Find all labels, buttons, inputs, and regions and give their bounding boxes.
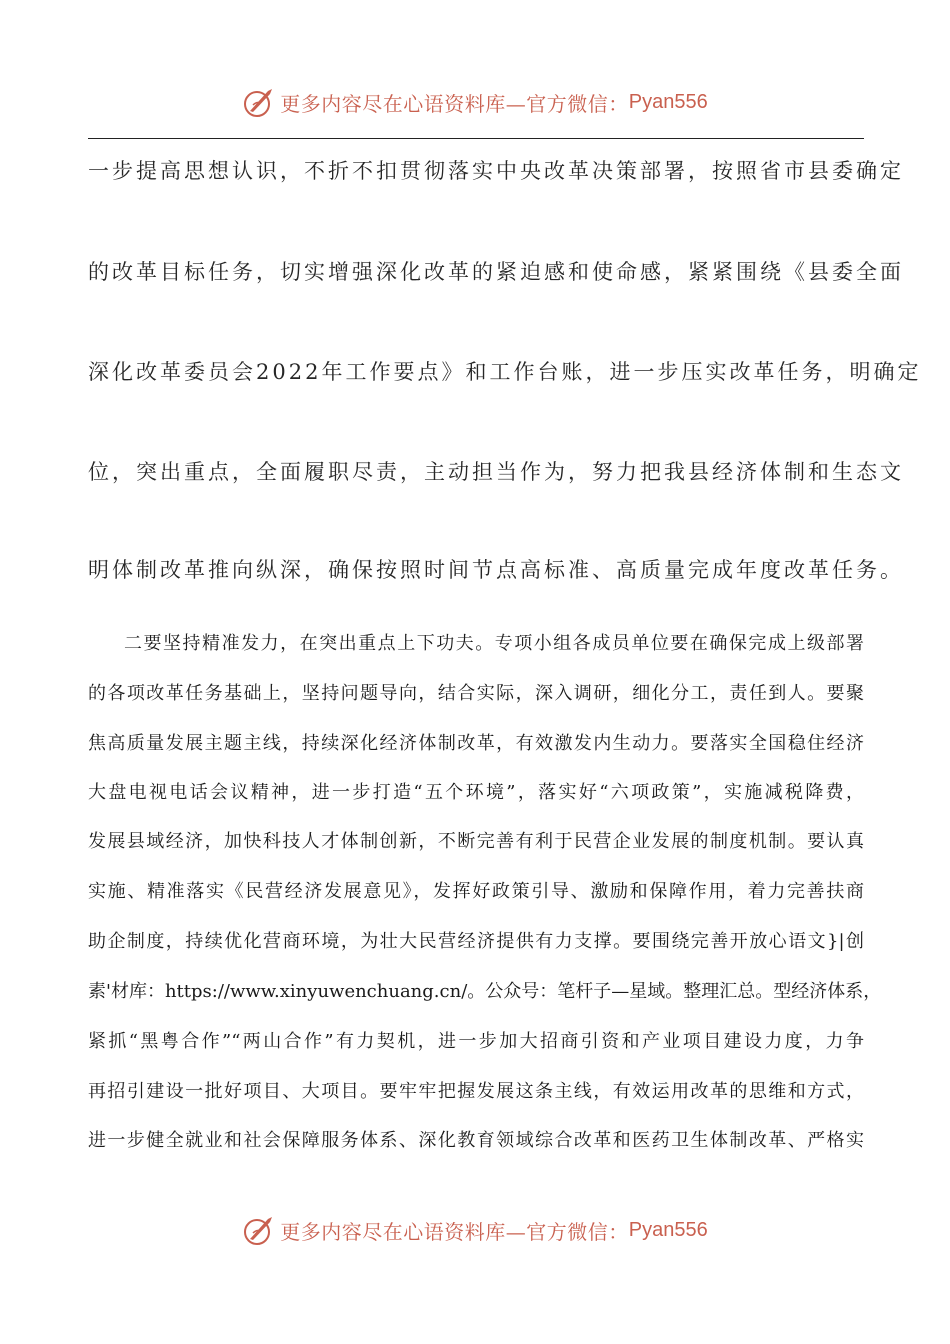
paragraph-1-line: 明体制改革推向纵深，确保按照时间节点高标准、高质量完成年度改革任务。: [88, 558, 904, 582]
paragraph-2-line: 焦高质量发展主题主线，持续深化经济体制改革，有效激发内生动力。要落实全国稳住经济: [88, 733, 864, 754]
quill-logo-icon: [242, 85, 276, 119]
paragraph-1-line: 一步提高思想认识，不折不扣贯彻落实中央改革决策部署，按照省市县委确定: [88, 159, 904, 183]
footer-banner: [0, 1210, 950, 1250]
wechat-id: Pyan556: [628, 90, 708, 113]
banner-text: 更多内容尽在心语资料库—官方微信：: [280, 1219, 629, 1244]
header-rule: [88, 138, 864, 139]
paragraph-2-line: 的各项改革任务基础上，坚持问题导向，结合实际，深入调研，细化分工，责任到人。要聚: [88, 683, 864, 704]
paragraph-2-line: 助企制度，持续优化营商环境，为壮大民营经济提供有力支撑。要围绕完善开放心语文}|创: [88, 931, 864, 952]
paragraph-2-line: 大盘电视电话会议精神，进一步打造“五个环境”，落实好“六项政策”，实施减税降费，: [88, 782, 864, 803]
paragraph-2-line: 紧抓“黑粤合作”“两山合作”有力契机，进一步加大招商引资和产业项目建设力度，力争: [88, 1031, 864, 1052]
banner-text: 更多内容尽在心语资料库—官方微信：: [280, 91, 629, 116]
paragraph-1-line: 深化改革委员会2022年工作要点》和工作台账，进一步压实改革任务，明确定: [88, 360, 922, 384]
quill-logo-icon: [242, 1213, 276, 1247]
paragraph-1-line: 的改革目标任务，切实增强深化改革的紧迫感和使命感，紧紧围绕《县委全面: [88, 260, 904, 284]
header-banner: [0, 82, 950, 122]
wechat-id: Pyan556: [628, 1218, 708, 1241]
paragraph-2-line: 再招引建设一批好项目、大项目。要牢牢把握发展这条主线，有效运用改革的思维和方式，: [88, 1081, 864, 1102]
paragraph-2-line: 进一步健全就业和社会保障服务体系、深化教育领域综合改革和医药卫生体制改革、严格实: [88, 1130, 864, 1151]
paragraph-2-line: 实施、精准落实《民营经济发展意见》，发挥好政策引导、激励和保障作用，着力完善扶商: [88, 881, 864, 902]
paragraph-2-line: 素'材库：https://www.xinyuwenchuang.cn/。公众号：笔杆子—星域。整理汇总。型经济体系，: [88, 981, 882, 1002]
paragraph-1-line: 位，突出重点，全面履职尽责，主动担当作为，努力把我县经济体制和生态文: [88, 460, 904, 484]
paragraph-2-line: 发展县域经济，加快科技人才体制创新，不断完善有利于民营企业发展的制度机制。要认真: [88, 831, 864, 852]
paragraph-2-line: 二要坚持精准发力，在突出重点上下功夫。专项小组各成员单位要在确保完成上级部署: [124, 633, 864, 654]
